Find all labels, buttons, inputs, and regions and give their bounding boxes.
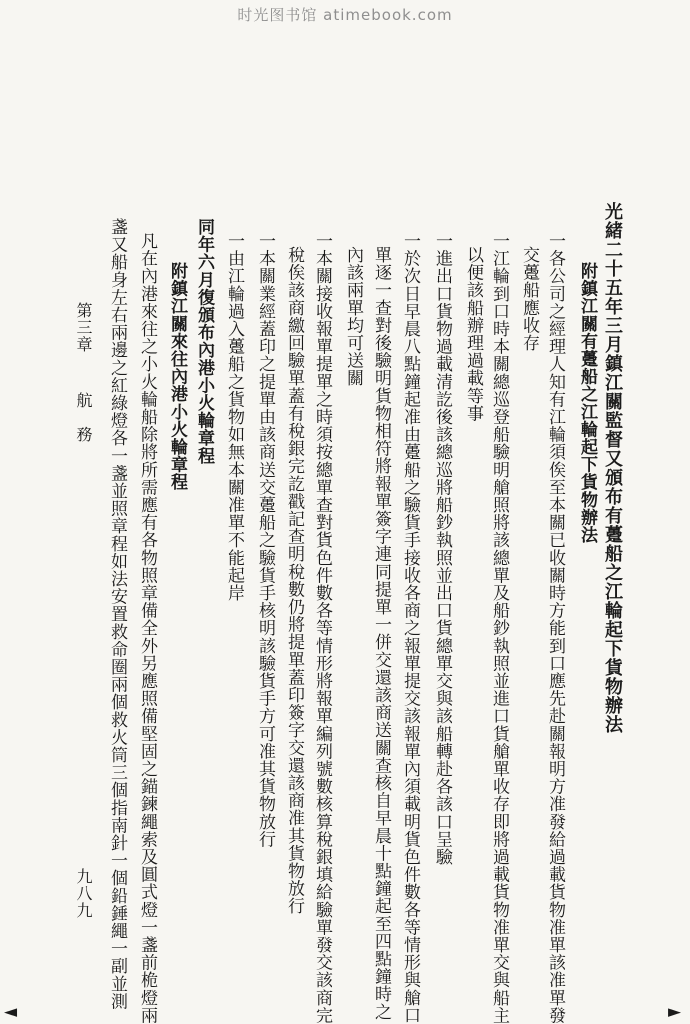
footer-page-number: 九八九	[74, 868, 93, 919]
text-column-7: 一進出口貨物過載清訖後該總巡將船鈔執照並出口貨總單交與該船轉赴各該口呈驗	[432, 232, 452, 866]
text-column-12: 稅俟該商繳回驗單蓋有稅銀完訖戳記查明稅數仍將提單蓋印簽字交還該商准其貨物放行	[284, 246, 304, 915]
text-column-3: 一各公司之經理人知有江輪須俟至本關已收關時方能到口應先赴關報明方准發給過載貨物准單該准單發	[545, 232, 565, 1024]
text-column-15-date-heading: 同年六月復頒布內港小火輪章程	[194, 218, 214, 465]
footer-section-label: 航 務	[74, 392, 93, 443]
text-column-2-appendix-heading: 附鎮江關有躉船之江輪起下貨物辦法	[577, 262, 597, 544]
text-column-6: 以便該船辦理過載等事	[463, 246, 483, 422]
text-column-18: 盞又船身左右兩邊之紅綠燈各一盞並照章程如法安置救命圈兩個救火筒三個指南針一個鉛錘繩一副並測	[107, 218, 127, 1010]
text-column-16-regulations-heading: 附鎮江關來往內港小火輪章程	[167, 262, 187, 491]
prev-page-button[interactable]: ◄	[4, 1002, 18, 1022]
text-column-8: 一於次日早晨八點鐘起准由躉船之驗貨手接收各商之報單提交該報單內須載明貨色件數各等情形與艙口	[400, 232, 420, 1024]
text-column-11: 一本關接收報單提單之時須按總單查對貨色件數各等情形將報單編列號數核算稅銀填給驗單發交該商完	[312, 232, 332, 1024]
text-column-17: 凡在內港來往之小火輪船除將所需應有各物照章備全外另應照備堅固之錨鍊繩索及圓式燈一盞前桅燈兩	[137, 232, 157, 1024]
text-column-1-document-title: 光緒二十五年三月鎮江關監督又頒布有躉船之江輪起下貨物辦法	[602, 202, 623, 734]
text-column-9: 單逐一查對後驗明貨物相符將報單簽字連同提單一併交還該商送關查核自早晨十點鐘起至四點鐘時之	[371, 246, 391, 1021]
text-column-10: 內該兩單均可送關	[343, 246, 363, 387]
footer-chapter-label: 第三章	[74, 302, 93, 353]
watermark-site-name: 时光图书馆 atimebook.com	[237, 6, 453, 24]
next-page-button[interactable]: ►	[668, 1002, 682, 1022]
text-column-5: 一江輪到口時本關總巡登船驗明艙照將該總單及船鈔執照並進口貨艙單收存即將過載貨物准單交與船主	[489, 232, 509, 1024]
text-column-13: 一本關業經蓋印之提單由該商送交躉船之驗貨手核明該驗貨手方可准其貨物放行	[255, 232, 275, 848]
text-column-14: 一由江輪過入躉船之貨物如無本關准單不能起岸	[224, 232, 244, 602]
text-column-4: 交躉船應收存	[519, 246, 539, 352]
